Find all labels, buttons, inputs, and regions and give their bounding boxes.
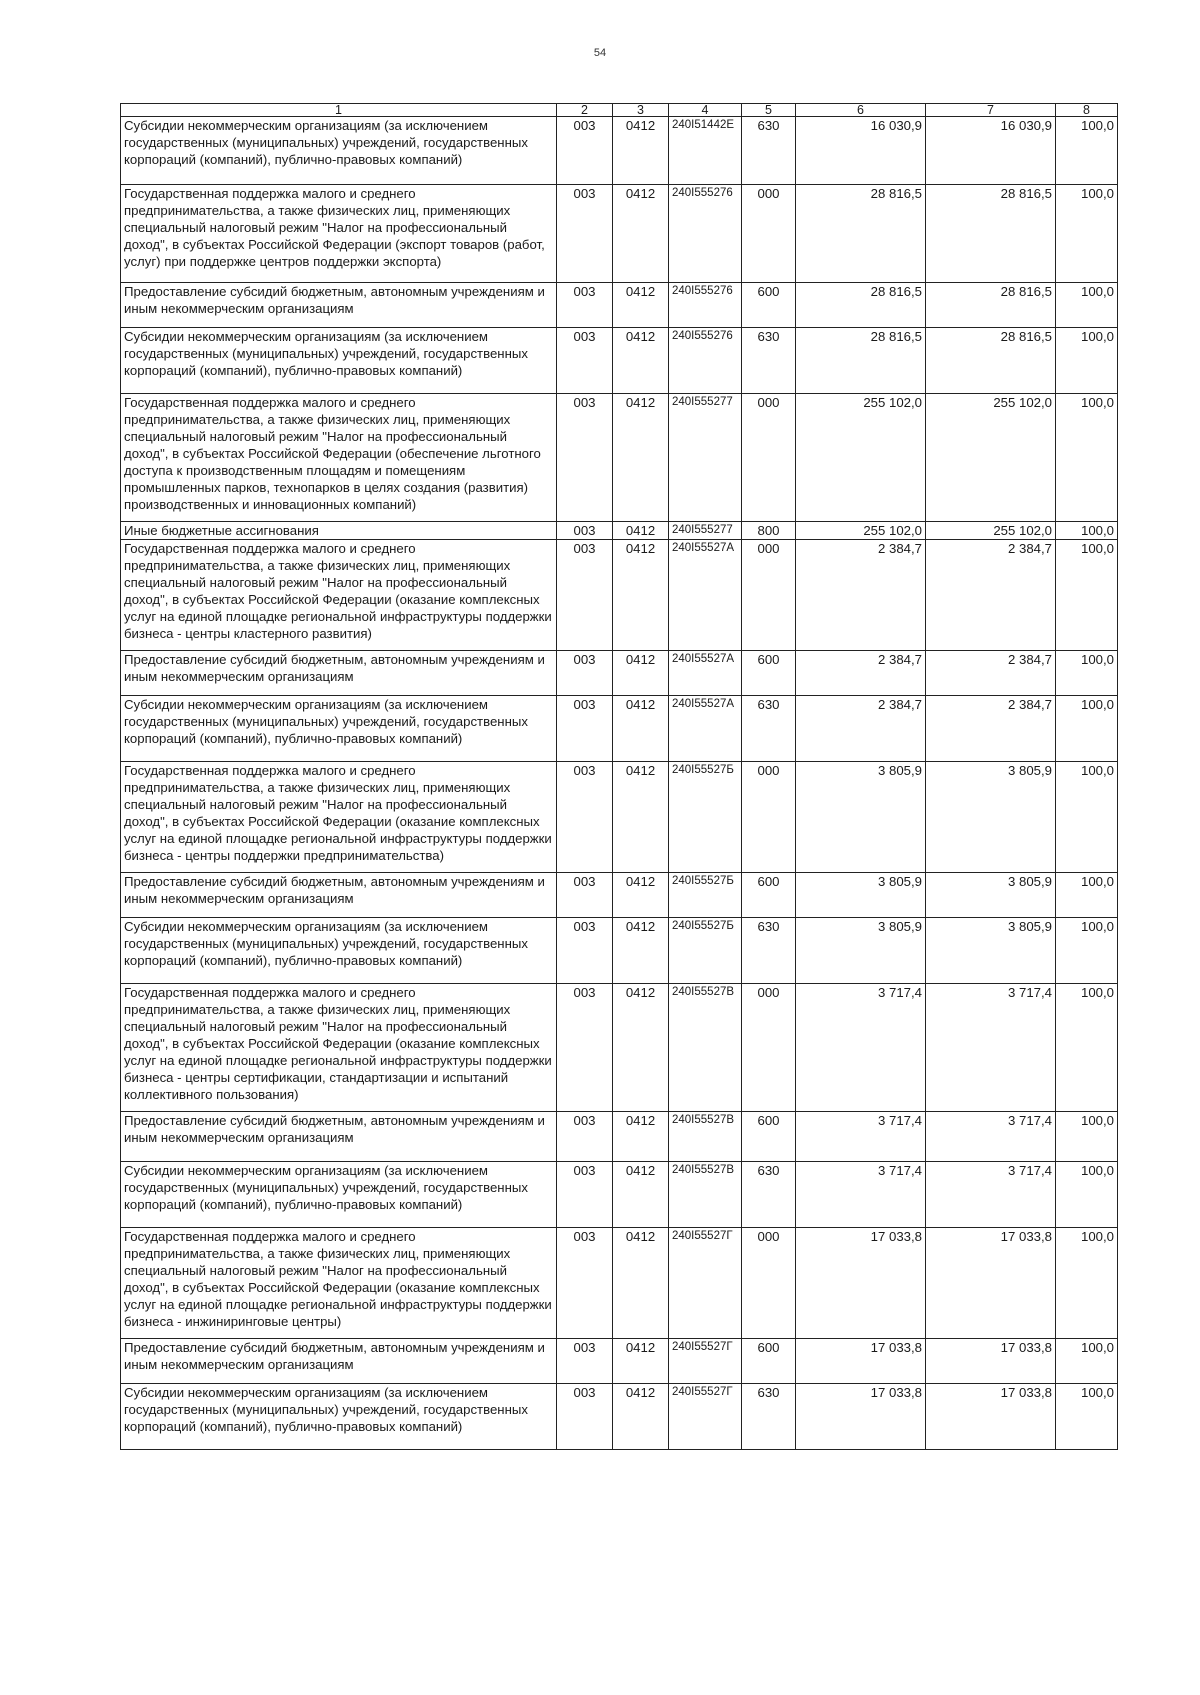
row-percent: 100,0	[1056, 1228, 1118, 1339]
header-cell: 1	[121, 104, 557, 117]
row-code-expense-type: 000	[742, 185, 796, 283]
row-description: Субсидии некоммерческим организациям (за исключением государственных (муниципальных) учреждений, государственных корпораций (компаний), публично-правовых компаний)	[121, 696, 557, 762]
row-code-section: 0412	[613, 1112, 669, 1162]
row-description: Предоставление субсидий бюджетным, автономным учреждениям и иным некоммерческим организациям	[121, 873, 557, 918]
row-code-expense-type: 630	[742, 328, 796, 394]
row-amount-actual: 28 816,5	[926, 283, 1056, 328]
row-amount-plan: 2 384,7	[796, 540, 926, 651]
row-amount-plan: 255 102,0	[796, 394, 926, 522]
table-row	[121, 522, 1118, 540]
row-code-target: 240I55527Г	[669, 1228, 742, 1339]
row-code-expense-type: 600	[742, 651, 796, 696]
row-description: Предоставление субсидий бюджетным, автономным учреждениям и иным некоммерческим организациям	[121, 1112, 557, 1162]
header-cell: 2	[557, 104, 613, 117]
row-amount-plan: 255 102,0	[796, 522, 926, 540]
row-code-expense-type: 000	[742, 394, 796, 522]
table-row	[121, 328, 1118, 394]
table-row	[121, 873, 1118, 918]
row-amount-plan: 16 030,9	[796, 117, 926, 185]
row-code-target: 240I55527А	[669, 540, 742, 651]
row-code-section: 0412	[613, 117, 669, 185]
row-amount-plan: 17 033,8	[796, 1339, 926, 1384]
row-code-section: 0412	[613, 1228, 669, 1339]
row-code-admin: 003	[557, 328, 613, 394]
row-amount-actual: 3 805,9	[926, 873, 1056, 918]
row-code-section: 0412	[613, 918, 669, 984]
row-description: Предоставление субсидий бюджетным, автономным учреждениям и иным некоммерческим организациям	[121, 1339, 557, 1384]
row-amount-plan: 3 717,4	[796, 1112, 926, 1162]
row-amount-actual: 2 384,7	[926, 651, 1056, 696]
row-code-expense-type: 000	[742, 1228, 796, 1339]
row-amount-actual: 3 717,4	[926, 984, 1056, 1112]
table-row	[121, 918, 1118, 984]
row-code-target: 240I55527Б	[669, 873, 742, 918]
row-percent: 100,0	[1056, 117, 1118, 185]
row-amount-actual: 2 384,7	[926, 696, 1056, 762]
table-row	[121, 1384, 1118, 1450]
row-amount-plan: 2 384,7	[796, 696, 926, 762]
row-amount-actual: 3 717,4	[926, 1112, 1056, 1162]
row-amount-actual: 2 384,7	[926, 540, 1056, 651]
row-amount-plan: 3 717,4	[796, 984, 926, 1112]
row-code-section: 0412	[613, 651, 669, 696]
row-code-target: 240I55527В	[669, 1112, 742, 1162]
page-number: 54	[593, 47, 607, 59]
row-code-section: 0412	[613, 394, 669, 522]
row-code-expense-type: 000	[742, 762, 796, 873]
row-description: Государственная поддержка малого и среднего предпринимательства, а также физических лиц, применяющих специальный налоговый режим "Налог на профессиональный доход", в субъектах Российской Федерации (оказание комплексных услуг на единой площадке региональной инфраструктуры поддержки бизнеса - центры поддержки предпринимательства)	[121, 762, 557, 873]
row-percent: 100,0	[1056, 328, 1118, 394]
row-amount-actual: 255 102,0	[926, 522, 1056, 540]
row-code-target: 240I51442E	[669, 117, 742, 185]
row-percent: 100,0	[1056, 283, 1118, 328]
header-cell: 5	[742, 104, 796, 117]
row-code-target: 240I55527В	[669, 1162, 742, 1228]
table-row	[121, 394, 1118, 522]
row-code-target: 240I55527Б	[669, 918, 742, 984]
row-percent: 100,0	[1056, 1339, 1118, 1384]
row-code-expense-type: 630	[742, 696, 796, 762]
table-row	[121, 984, 1118, 1112]
table-row	[121, 185, 1118, 283]
table-row	[121, 762, 1118, 873]
row-description: Государственная поддержка малого и среднего предпринимательства, а также физических лиц, применяющих специальный налоговый режим "Налог на профессиональный доход", в субъектах Российской Федерации (экспорт товаров (работ, услуг) при поддержке центров поддержки экспорта)	[121, 185, 557, 283]
header-cell: 4	[669, 104, 742, 117]
row-code-admin: 003	[557, 1339, 613, 1384]
row-description: Субсидии некоммерческим организациям (за исключением государственных (муниципальных) учреждений, государственных корпораций (компаний), публично-правовых компаний)	[121, 1384, 557, 1450]
row-code-admin: 003	[557, 1228, 613, 1339]
row-code-target: 240I555276	[669, 283, 742, 328]
row-code-section: 0412	[613, 540, 669, 651]
row-percent: 100,0	[1056, 1384, 1118, 1450]
row-code-section: 0412	[613, 328, 669, 394]
row-percent: 100,0	[1056, 984, 1118, 1112]
row-code-target: 240I55527В	[669, 984, 742, 1112]
row-code-target: 240I55527А	[669, 696, 742, 762]
header-row	[121, 104, 1118, 117]
row-percent: 100,0	[1056, 540, 1118, 651]
row-code-section: 0412	[613, 185, 669, 283]
row-percent: 100,0	[1056, 1162, 1118, 1228]
row-code-target: 240I555277	[669, 394, 742, 522]
budget-table	[120, 103, 1118, 1450]
row-percent: 100,0	[1056, 185, 1118, 283]
row-code-section: 0412	[613, 984, 669, 1112]
row-description: Предоставление субсидий бюджетным, автономным учреждениям и иным некоммерческим организациям	[121, 283, 557, 328]
row-code-target: 240I55527Г	[669, 1339, 742, 1384]
row-code-section: 0412	[613, 522, 669, 540]
row-description: Субсидии некоммерческим организациям (за исключением государственных (муниципальных) учреждений, государственных корпораций (компаний), публично-правовых компаний)	[121, 918, 557, 984]
row-code-section: 0412	[613, 873, 669, 918]
row-description: Предоставление субсидий бюджетным, автономным учреждениям и иным некоммерческим организациям	[121, 651, 557, 696]
row-amount-plan: 28 816,5	[796, 328, 926, 394]
row-description: Государственная поддержка малого и среднего предпринимательства, а также физических лиц, применяющих специальный налоговый режим "Налог на профессиональный доход", в субъектах Российской Федерации (оказание комплексных услуг на единой площадке региональной инфраструктуры поддержки бизнеса - центры сертификации, стандартизации и испытаний коллективного пользования)	[121, 984, 557, 1112]
row-code-expense-type: 000	[742, 984, 796, 1112]
row-percent: 100,0	[1056, 1112, 1118, 1162]
row-percent: 100,0	[1056, 696, 1118, 762]
row-code-expense-type: 000	[742, 540, 796, 651]
row-code-admin: 003	[557, 651, 613, 696]
header-cell: 3	[613, 104, 669, 117]
table-row	[121, 696, 1118, 762]
row-code-admin: 003	[557, 522, 613, 540]
row-amount-actual: 16 030,9	[926, 117, 1056, 185]
row-code-admin: 003	[557, 1162, 613, 1228]
row-code-expense-type: 600	[742, 873, 796, 918]
header-cell: 6	[796, 104, 926, 117]
header-cell: 8	[1056, 104, 1118, 117]
row-amount-actual: 3 717,4	[926, 1162, 1056, 1228]
row-code-admin: 003	[557, 1112, 613, 1162]
row-amount-plan: 17 033,8	[796, 1384, 926, 1450]
row-code-target: 240I55527Б	[669, 762, 742, 873]
row-amount-actual: 28 816,5	[926, 328, 1056, 394]
row-description: Субсидии некоммерческим организациям (за исключением государственных (муниципальных) учреждений, государственных корпораций (компаний), публично-правовых компаний)	[121, 328, 557, 394]
row-percent: 100,0	[1056, 873, 1118, 918]
row-code-admin: 003	[557, 1384, 613, 1450]
header-cell: 7	[926, 104, 1056, 117]
row-code-admin: 003	[557, 918, 613, 984]
row-percent: 100,0	[1056, 918, 1118, 984]
row-code-expense-type: 630	[742, 918, 796, 984]
row-code-expense-type: 600	[742, 1339, 796, 1384]
row-code-target: 240I55527Г	[669, 1384, 742, 1450]
table-row	[121, 540, 1118, 651]
row-amount-actual: 28 816,5	[926, 185, 1056, 283]
row-amount-plan: 3 805,9	[796, 873, 926, 918]
row-code-target: 240I555276	[669, 185, 742, 283]
row-amount-plan: 3 805,9	[796, 918, 926, 984]
row-code-admin: 003	[557, 117, 613, 185]
row-amount-plan: 2 384,7	[796, 651, 926, 696]
row-amount-plan: 28 816,5	[796, 283, 926, 328]
row-amount-actual: 17 033,8	[926, 1384, 1056, 1450]
row-code-expense-type: 630	[742, 1162, 796, 1228]
row-code-section: 0412	[613, 283, 669, 328]
row-code-admin: 003	[557, 984, 613, 1112]
row-code-section: 0412	[613, 1162, 669, 1228]
row-description: Иные бюджетные ассигнования	[121, 522, 557, 540]
row-code-admin: 003	[557, 696, 613, 762]
row-code-section: 0412	[613, 762, 669, 873]
row-percent: 100,0	[1056, 762, 1118, 873]
row-amount-plan: 3 717,4	[796, 1162, 926, 1228]
row-code-target: 240I555276	[669, 328, 742, 394]
row-description: Субсидии некоммерческим организациям (за исключением государственных (муниципальных) учреждений, государственных корпораций (компаний), публично-правовых компаний)	[121, 1162, 557, 1228]
row-description: Государственная поддержка малого и среднего предпринимательства, а также физических лиц, применяющих специальный налоговый режим "Налог на профессиональный доход", в субъектах Российской Федерации (оказание комплексных услуг на единой площадке региональной инфраструктуры поддержки бизнеса - центры кластерного развития)	[121, 540, 557, 651]
table-body	[121, 117, 1118, 1450]
row-amount-actual: 3 805,9	[926, 918, 1056, 984]
table-row	[121, 1228, 1118, 1339]
row-description: Субсидии некоммерческим организациям (за исключением государственных (муниципальных) учреждений, государственных корпораций (компаний), публично-правовых компаний)	[121, 117, 557, 185]
table-row	[121, 1112, 1118, 1162]
row-code-admin: 003	[557, 873, 613, 918]
row-percent: 100,0	[1056, 651, 1118, 696]
table-row	[121, 1339, 1118, 1384]
row-amount-plan: 17 033,8	[796, 1228, 926, 1339]
table-row	[121, 651, 1118, 696]
row-amount-plan: 28 816,5	[796, 185, 926, 283]
row-code-admin: 003	[557, 762, 613, 873]
row-amount-actual: 255 102,0	[926, 394, 1056, 522]
row-code-expense-type: 600	[742, 1112, 796, 1162]
row-code-admin: 003	[557, 185, 613, 283]
table-row	[121, 283, 1118, 328]
row-percent: 100,0	[1056, 394, 1118, 522]
table-row	[121, 117, 1118, 185]
row-code-admin: 003	[557, 394, 613, 522]
row-code-admin: 003	[557, 283, 613, 328]
row-description: Государственная поддержка малого и среднего предпринимательства, а также физических лиц, применяющих специальный налоговый режим "Налог на профессиональный доход", в субъектах Российской Федерации (обеспечение льготного доступа к производственным площадям и помещениям промышленных парков, технопарков в целях создания (развития) производственных и инновационных компаний)	[121, 394, 557, 522]
row-code-section: 0412	[613, 696, 669, 762]
row-amount-plan: 3 805,9	[796, 762, 926, 873]
row-code-expense-type: 800	[742, 522, 796, 540]
row-code-admin: 003	[557, 540, 613, 651]
row-code-section: 0412	[613, 1384, 669, 1450]
row-percent: 100,0	[1056, 522, 1118, 540]
row-amount-actual: 17 033,8	[926, 1339, 1056, 1384]
row-amount-actual: 3 805,9	[926, 762, 1056, 873]
row-code-expense-type: 630	[742, 1384, 796, 1450]
row-code-target: 240I555277	[669, 522, 742, 540]
row-amount-actual: 17 033,8	[926, 1228, 1056, 1339]
row-code-expense-type: 600	[742, 283, 796, 328]
row-code-expense-type: 630	[742, 117, 796, 185]
table-row	[121, 1162, 1118, 1228]
row-code-target: 240I55527А	[669, 651, 742, 696]
row-code-section: 0412	[613, 1339, 669, 1384]
row-description: Государственная поддержка малого и среднего предпринимательства, а также физических лиц, применяющих специальный налоговый режим "Налог на профессиональный доход", в субъектах Российской Федерации (оказание комплексных услуг на единой площадке региональной инфраструктуры поддержки бизнеса - инжиниринговые центры)	[121, 1228, 557, 1339]
